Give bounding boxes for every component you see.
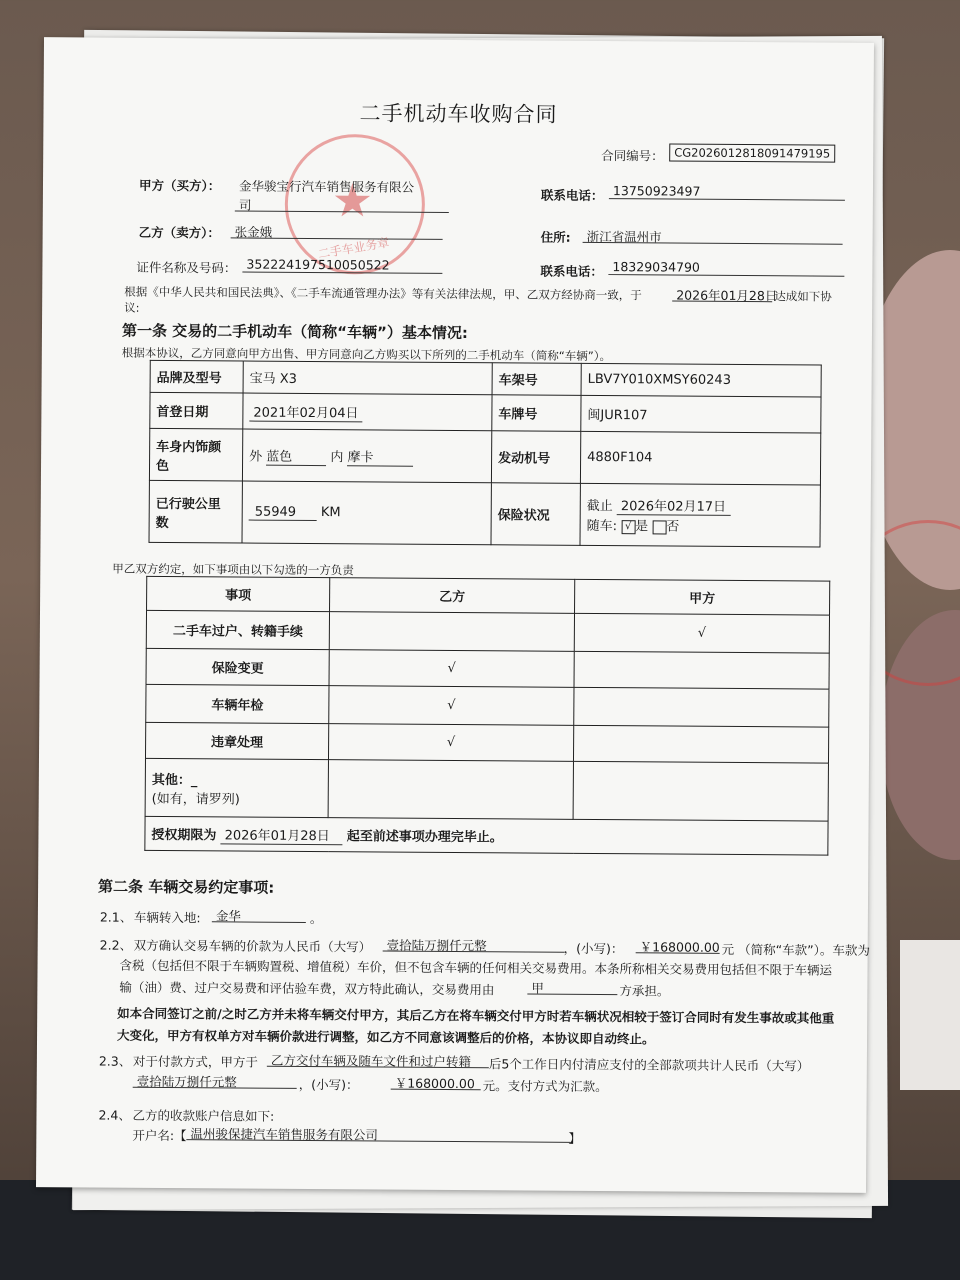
account-holder-close: 】 <box>568 1130 581 1146</box>
clause-2-2-fee-payer: 甲 <box>527 979 617 996</box>
clause-2-4-text: 乙方的收款账户信息如下: <box>132 1107 275 1124</box>
account-holder-label: 开户名:【 <box>132 1127 187 1144</box>
account-holder-name: 温州骏保捷汽车销售服务有限公司 <box>186 1124 570 1143</box>
duty-transfer-party-a: √ <box>574 613 829 653</box>
party-a-name-line2: 司 <box>235 195 449 212</box>
duty-insurance-party-b: √ <box>329 650 574 688</box>
seal-text: 二手车业务章 <box>316 235 391 262</box>
clause-2-3-text-c: ，(小写)： <box>298 1076 359 1093</box>
first-reg-label: 首登日期 <box>150 392 243 429</box>
duty-other-party-b <box>328 760 573 820</box>
clause-2-1-destination: 金华 <box>212 906 306 923</box>
mileage-value: 55949 <box>249 504 317 520</box>
plate-label: 车牌号 <box>492 395 581 432</box>
preamble-text: 根据《中华人民共和国民法典》、《二手车流通管理办法》等有关法律法规，甲、乙双方经协商一致，于 <box>124 284 642 303</box>
party-b-name: 张金娥 <box>231 222 443 239</box>
preamble-text-tail: 达成如下协 <box>774 289 832 304</box>
first-reg-value: 2021年02月04日 <box>249 406 362 423</box>
duty-violation-party-a <box>573 725 828 763</box>
id-label: 证件名称及号码： <box>136 259 237 276</box>
party-b-address: 浙江省温州市 <box>583 227 843 245</box>
clause-2-2-line3: 输（油）费、过户交易费和评估验车费，双方特此确认，交易费用由 <box>119 979 495 998</box>
clause-2-2-price-upper: 壹拾陆万捌仟元整 <box>383 936 565 953</box>
article-1-intro: 根据本协议，乙方同意向甲方出售、甲方同意向乙方购买以下所列的二手机动车（简称“车辆”）。 <box>121 345 612 364</box>
duty-other-label: 其他：_ <box>151 772 198 788</box>
contract-no: CG2026012818091479195 <box>669 143 835 162</box>
preamble-date: 2026年01月28日 <box>672 286 772 303</box>
clause-2-4-no: 2.4、 <box>98 1107 131 1123</box>
plate-value: 闽JUR107 <box>581 395 821 433</box>
mileage-label-1: 已行驶公里 <box>155 496 221 512</box>
color-label-2: 色 <box>155 458 170 474</box>
mileage-cell <box>242 481 491 545</box>
clause-2-2-bold-1: 如本合同签订之前/之时乙方并未将车辆交付甲方，其后乙方在将车辆交付甲方时若车辆状况相较于签订合同时有发生事故或其他重 <box>117 1005 835 1026</box>
engine-value: 4880F104 <box>580 431 820 485</box>
brand-label: 品牌及型号 <box>150 360 243 393</box>
duty-col-item: 事项 <box>147 576 330 611</box>
duty-transfer-party-b <box>329 612 574 652</box>
clause-2-2-line3-tail: 方承担。 <box>619 983 670 999</box>
clause-2-2-line2: 含税（包括但不限于车辆购置税、增值税）车价，但不包含车辆的任何相关交易费用。本条所称相关交易费用包括但不限于车辆运 <box>119 957 833 978</box>
party-a-name-line1: 金华骏宝行汽车销售服务有限公 <box>238 178 415 195</box>
inner-color: 摩卡 <box>347 446 413 466</box>
duty-violation-party-b: √ <box>328 724 573 762</box>
clause-2-3-amount-lower: ￥168000.00 <box>391 1074 481 1091</box>
document-title: 二手机动车收购合同 <box>359 101 558 127</box>
clause-2-1-tail: 。 <box>309 910 323 927</box>
clause-2-2-price-lower: ￥168000.00 <box>636 937 720 954</box>
duty-other-hint: (如有，请罗列) <box>151 791 240 808</box>
color-cell <box>242 429 491 483</box>
outer-color: 蓝色 <box>266 445 326 465</box>
brand-value: 宝马 X3 <box>243 361 492 395</box>
clause-2-3-text-d: 元。支付方式为汇款。 <box>482 1078 608 1095</box>
seal-star-icon: ★ <box>331 173 374 228</box>
duty-other-party-a <box>573 761 828 821</box>
duty-insurance-party-a <box>574 651 829 689</box>
clause-2-2-text-a: 双方确认交易车辆的价款为人民币（大写） <box>133 937 372 955</box>
mileage-label-cell <box>149 480 242 543</box>
insurance-with-label: 随车: <box>586 518 618 535</box>
insurance-cell <box>580 483 820 547</box>
insurance-no-label: 否 <box>666 519 680 535</box>
article-1-heading: 第一条 交易的二手机动车（简称“车辆”）基本情况: <box>121 321 468 343</box>
contract-no-label: 合同编号： <box>601 148 664 164</box>
clause-2-1-label: 车辆转入地: <box>133 909 201 926</box>
auth-date: 2026年01月28日 <box>221 824 343 845</box>
color-label-1: 车身内饰颜 <box>156 439 222 455</box>
background-paper <box>900 940 960 1090</box>
insurance-until-label: 截止 <box>586 498 613 515</box>
vin-label: 车架号 <box>492 363 581 396</box>
article-2-heading: 第二条 车辆交易约定事项: <box>98 877 275 897</box>
first-reg-cell <box>243 393 492 431</box>
authorization-row <box>145 816 828 855</box>
clause-2-2-text-b: ，(小写)： <box>563 940 624 957</box>
vin-value: LBV7Y010XMSY60243 <box>581 363 821 397</box>
party-a-phone: 13750923497 <box>609 183 845 201</box>
clause-2-2-no: 2.2、 <box>99 937 133 953</box>
clause-2-3-text-b: 后5个工作日内付清应支付的全部款项共计人民币（大写） <box>488 1056 810 1074</box>
id-number: 352224197510050522 <box>242 257 442 274</box>
duty-item-inspection: 车辆年检 <box>146 684 329 723</box>
clause-2-3-no: 2.3、 <box>98 1053 132 1069</box>
duty-col-party-b: 乙方 <box>330 578 575 614</box>
inner-label: 内 <box>330 449 344 465</box>
auth-tail: 起至前述事项办理完毕止。 <box>346 828 503 845</box>
party-b-phone: 18329034790 <box>608 259 844 277</box>
clause-2-2-bold-2: 大变化，甲方有权单方对车辆价款进行调整，如乙方不同意该调整后的价格，本协议即自动终止。 <box>117 1027 655 1047</box>
duty-inspection-party-b: √ <box>329 686 574 726</box>
insurance-until-date: 2026年02月17日 <box>617 495 731 516</box>
party-b-phone-label: 联系电话： <box>540 263 603 280</box>
duty-item-insurance: 保险变更 <box>146 648 329 685</box>
contract-page <box>36 37 874 1193</box>
duty-inspection-party-a <box>574 687 829 727</box>
clause-2-3-condition: 乙方交付车辆及随车文件和过户转籍 <box>267 1051 489 1069</box>
clause-2-3-text-a: 对于付款方式，甲方于 <box>132 1053 258 1070</box>
party-b-address-label: 住所: <box>540 229 571 245</box>
vehicle-info-table <box>148 360 821 548</box>
duty-col-party-a: 甲方 <box>575 579 830 615</box>
clause-2-2-text-c: 元 （简称“车款”）。车款为 <box>721 941 870 958</box>
clause-2-3-amount-upper: 壹拾陆万捌仟元整 <box>133 1072 297 1089</box>
duty-item-transfer: 二手车过户、转籍手续 <box>146 610 329 649</box>
mileage-label-2: 数 <box>155 515 169 531</box>
engine-label: 发动机号 <box>491 431 580 484</box>
mileage-unit: KM <box>320 504 341 520</box>
duty-item-other <box>145 758 328 817</box>
duty-item-violation: 违章处理 <box>145 722 328 759</box>
insurance-no-checkbox[interactable] <box>652 520 666 534</box>
party-a-label: 甲方（买方）： <box>138 177 221 194</box>
preamble-text-end: 议: <box>124 300 140 315</box>
outer-label: 外 <box>249 449 263 465</box>
party-a-phone-label: 联系电话： <box>540 187 604 204</box>
duty-table <box>144 576 830 856</box>
insurance-label: 保险状况 <box>491 483 580 546</box>
insurance-yes-checkbox[interactable]: √ <box>621 520 635 534</box>
color-label-cell <box>149 428 242 481</box>
duty-intro: 甲乙双方约定，如下事项由以下勾选的一方负责 <box>112 561 354 578</box>
party-b-label: 乙方（卖方）： <box>138 224 220 241</box>
auth-label: 授权期限为 <box>151 827 217 843</box>
clause-2-1-no: 2.1、 <box>99 909 133 925</box>
insurance-yes-label: 是 <box>635 519 649 535</box>
